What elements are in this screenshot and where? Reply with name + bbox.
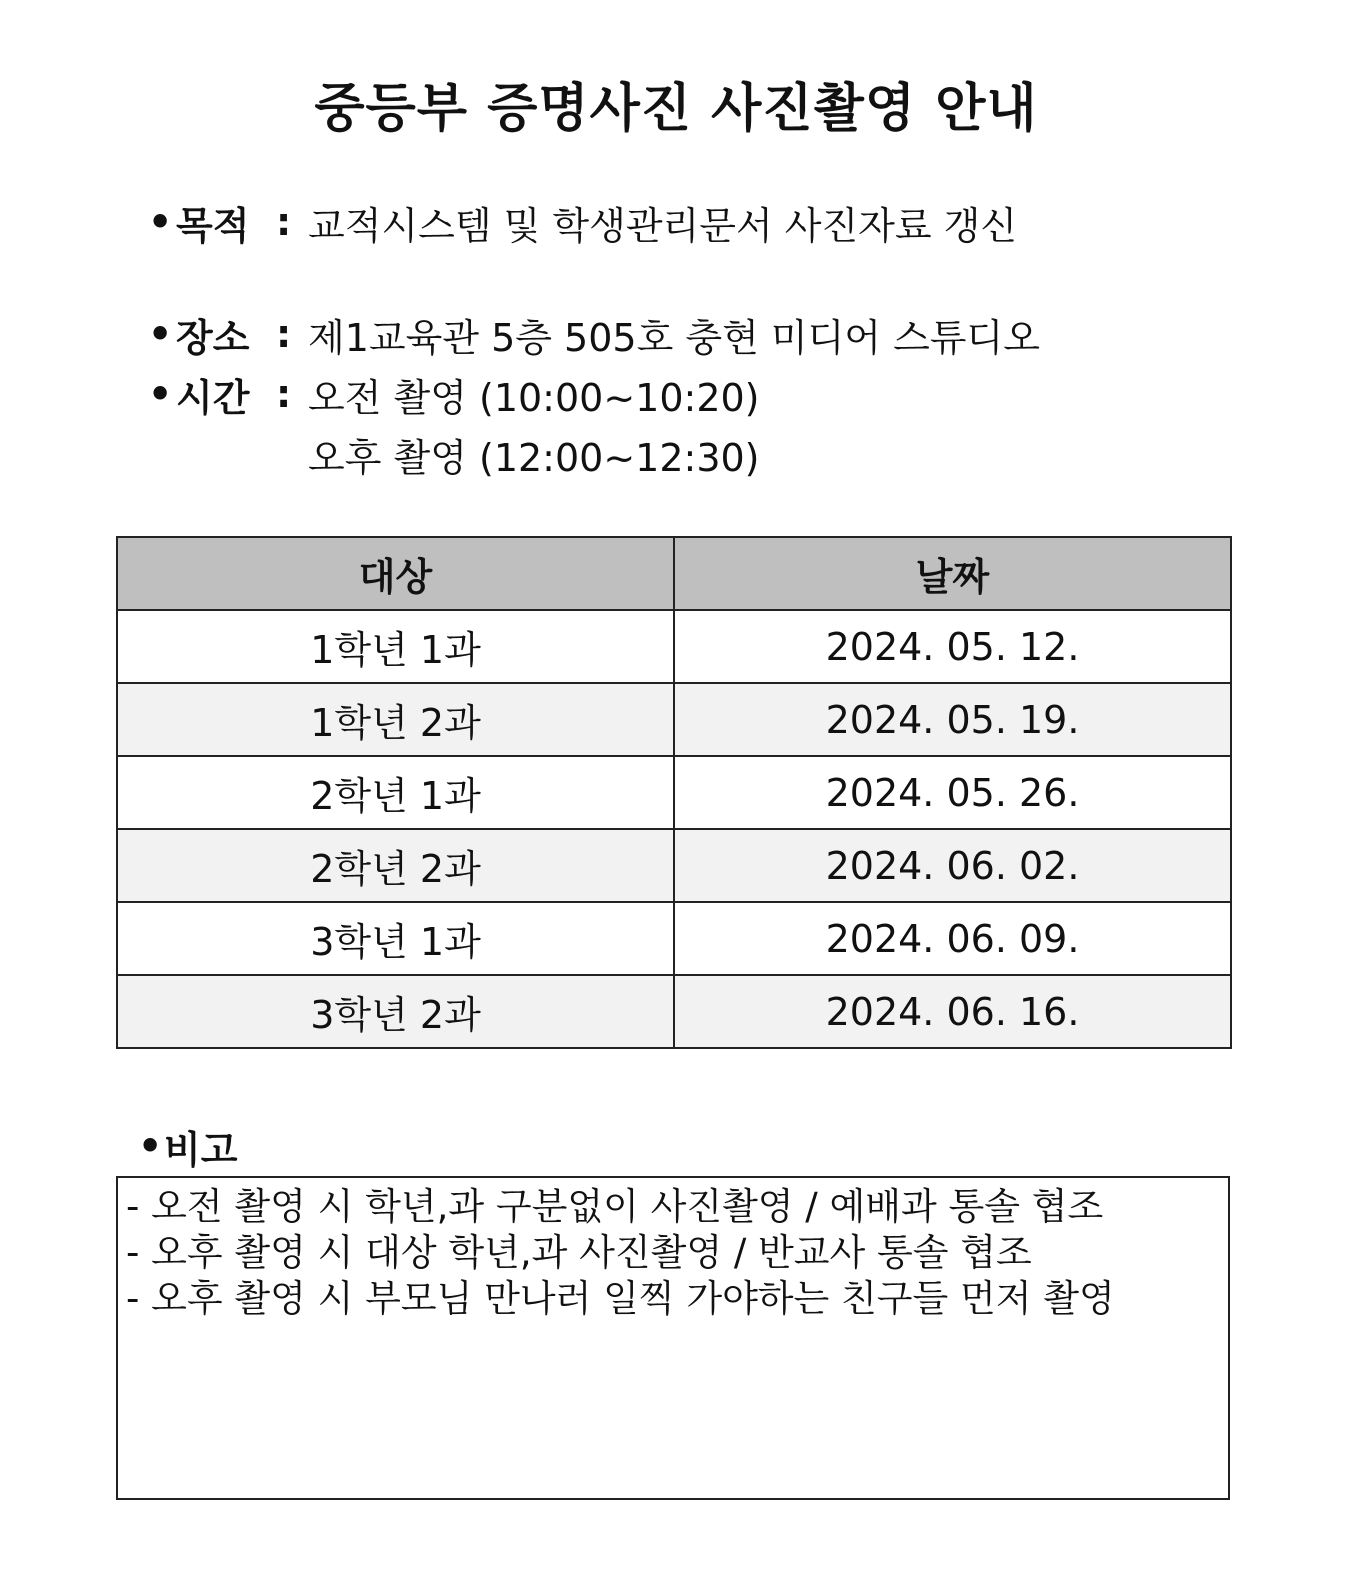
- info-place: [148, 304, 1040, 364]
- table-row: [117, 756, 1231, 829]
- date-cell: 2024. 06. 09.: [674, 902, 1231, 975]
- notes-heading: [138, 1118, 237, 1174]
- purpose-colon: :: [276, 200, 292, 244]
- date-cell: 2024. 05. 26.: [674, 756, 1231, 829]
- bullet: •: [148, 312, 173, 356]
- table-row: [117, 683, 1231, 756]
- table-row: [117, 610, 1231, 683]
- bullet: •: [148, 372, 173, 416]
- date-cell: 2024. 05. 12.: [674, 610, 1231, 683]
- place-label: 장소: [176, 315, 250, 360]
- header-date: 날짜: [674, 537, 1231, 610]
- time-label: 시간: [176, 375, 250, 420]
- schedule-table: [116, 536, 1232, 1049]
- time-afternoon: 오후 촬영 (12:00~12:30): [308, 435, 760, 480]
- page-title: 중등부 증명사진 사진촬영 안내: [314, 79, 1038, 139]
- target-cell: 2학년 1과: [117, 756, 674, 829]
- target-cell: 3학년 1과: [117, 902, 674, 975]
- place-value: 제1교육관 5층 505호 충현 미디어 스튜디오: [308, 315, 1040, 360]
- table-header-row: [117, 537, 1231, 610]
- note-line: - 오후 촬영 시 부모님 만나러 일찍 가야하는 친구들 먼저 촬영: [126, 1277, 1115, 1320]
- target-cell: 1학년 1과: [117, 610, 674, 683]
- note-line: - 오후 촬영 시 대상 학년,과 사진촬영 / 반교사 통솔 협조: [126, 1231, 1032, 1274]
- bullet: •: [138, 1124, 163, 1168]
- info-purpose: [148, 192, 1017, 252]
- purpose-label: 목적: [176, 203, 250, 248]
- time-morning: 오전 촬영 (10:00~10:20): [308, 375, 760, 420]
- bullet: •: [148, 200, 173, 244]
- date-cell: 2024. 06. 02.: [674, 829, 1231, 902]
- notes-heading-label: 비고: [164, 1127, 238, 1172]
- notes-box: [116, 1176, 1230, 1500]
- date-cell: 2024. 06. 16.: [674, 975, 1231, 1048]
- time-colon: :: [276, 372, 292, 416]
- target-cell: 2학년 2과: [117, 829, 674, 902]
- target-cell: 1학년 2과: [117, 683, 674, 756]
- table-row: [117, 902, 1231, 975]
- note-line: - 오전 촬영 시 학년,과 구분없이 사진촬영 / 예배과 통솔 협조: [126, 1185, 1104, 1228]
- target-cell: 3학년 2과: [117, 975, 674, 1048]
- purpose-value: 교적시스템 및 학생관리문서 사진자료 갱신: [308, 203, 1018, 248]
- info-time: [148, 364, 760, 424]
- header-target: 대상: [117, 537, 674, 610]
- table-row: [117, 829, 1231, 902]
- table-row: [117, 975, 1231, 1048]
- place-colon: :: [276, 312, 292, 356]
- date-cell: 2024. 05. 19.: [674, 683, 1231, 756]
